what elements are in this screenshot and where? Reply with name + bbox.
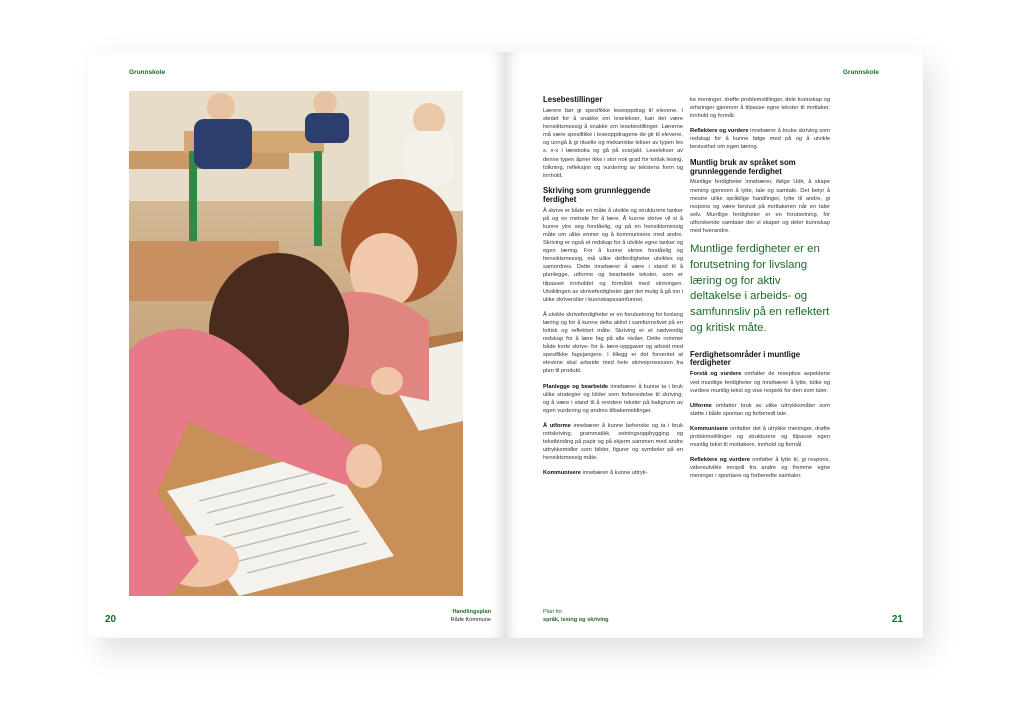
- right-page: [505, 52, 923, 638]
- footer-subtitle: Råde Kommune: [450, 616, 491, 623]
- left-page-number: 20: [105, 614, 117, 625]
- paragraph: [690, 370, 830, 394]
- paragraph: ke meninger, drøfte problemstillinger, dele kunnskap og erfaringer gjennom å tilpasse egne tekster til mottaker, innhold og formål.: [690, 97, 830, 120]
- term: Å utforme: [543, 422, 571, 429]
- paragraph: [543, 422, 683, 462]
- paragraph: [543, 383, 683, 415]
- paragraph: [690, 425, 830, 449]
- term-text: innebærer å kunne uttryk-: [580, 470, 648, 477]
- term: Planlegge og bearbeide: [543, 383, 609, 390]
- heading-lesebestillinger: Lesebestillinger: [543, 95, 603, 104]
- paragraph: Muntlige ferdigheter innebærer, ifølge Udir, å skape mening gjennom å lytte, tale og samtale. Det betyr å mestre ulike språklige handlinger, lytte til andre, gi respons og være bevisst på mottakeren når en taler selv. Muntlige ferdigheter er en forutsetning, for utforskende samtaler der vi skaper og deler kunnskap med hverandre.: [690, 179, 830, 235]
- term-text: omfatter det å utrykke meninger, drøfte problemstillinger og strukturere og tilpasse egen muntlig tekst til mottakere, innhold og formål.: [690, 425, 830, 449]
- term-text: innebærer å kunne beherske og ta i bruk rettskriving, grammatikk, setningsoppbygging og tekstbinding på papir og på skjerm sammen med andre uttrykksmidler som bilder, figurer og symboler på en hensiktsmessig måte.: [543, 422, 683, 462]
- classroom-photo-icon: [129, 91, 463, 596]
- term: Reflektere og vurdere: [690, 128, 749, 135]
- heading-ferdighetsomrader: Ferdighetsområder i muntlige ferdigheter: [690, 349, 801, 368]
- term: Forstå og vurdere: [690, 371, 742, 378]
- heading-skriving: Skriving som grunnleggende ferdighet: [543, 185, 651, 204]
- paragraph: [690, 402, 830, 418]
- right-page-footer: [543, 609, 609, 624]
- paragraph: Lærere bør gi spesifikke leseoppdrag til elevene. I stedet for å snakke om leselekser, kan det være hensiktsmessig å snakke om lesebestillinger. Lærerne må være spesifikke i leseoppdragene de gir til elevene, og unngå å gi rituelle og mekaniske lekser av typen les s. x-x i læreboka og gå på svarjakt. Leselekser av denne typen åpner ikke i stor nok grad for kritisk lesing, tolkning, refleksjon og vurdering av tekstens form og innhold.: [543, 107, 683, 179]
- classroom-photo: [129, 91, 463, 596]
- paragraph: [690, 127, 830, 151]
- term: Reflektere og vurdere: [690, 457, 750, 464]
- text-column-1: [543, 96, 683, 485]
- footer-line2: språk, lesing og skriving: [543, 616, 609, 623]
- term: Kommunisere: [543, 470, 581, 477]
- paragraph: [543, 469, 683, 477]
- left-page: [88, 52, 505, 638]
- footer-line1: Plan for: [543, 609, 563, 615]
- paragraph: [690, 456, 830, 480]
- footer-title: Handlingsplan: [452, 609, 491, 615]
- term-text: omfatter å lytte til, gi respons, videreutvikle innspill fra andre og fremme egne meninger i spontane og forberedte samtaler.: [690, 457, 830, 480]
- text-column-2: [690, 96, 830, 487]
- term-text: innebærer å kunne ta i bruk ulike strategier og kilder som forberedelse til skriving, og å være i stand til å revidere tekster på bakgrunn av egen vurdering og andres tilbakemeldinger.: [543, 383, 684, 414]
- heading-muntlig: Muntlig bruk av språket som grunnleggende ferdighet: [690, 157, 796, 176]
- paragraph: Å skrive er både en måte å utvikle og strukturere tanker på og en metode for å lære. Å kunne skrive vil si å kunne ytre seg forståelig, og på en hensiktsmessig måte om ulike emner og å kommunisere med andre. Skriving er også et redskap for å utvikle egne tanker og egen læring. For å kunne skrive forståelig og hensiktsmessig, må ulike delferdigheter utvikles og samordnes. Dette innebærer å være i stand til å planlegge, utforme og bearbeide tekster, som er tilpasset innholdet og formålet med skrivingen. Utviklingen av skriveferdigheter gjør det mulig å gå inn i ulike skriveroller i kunnskapssamfunnet.: [543, 207, 683, 303]
- right-page-number: 21: [891, 614, 903, 625]
- term-text: omfatter de reseptive aspektene ved muntlige ferdigheter og innebærer å lytte, tolke og vurdere muntlig tekst og vise respekt for den som taler.: [690, 371, 830, 394]
- paragraph: Å utvikle skriveferdigheter er en forutsetning for livslang læring og for å kunne delta aktivt i samfunnslivet på en kritisk og reflektert måte. Skriving er et nødvendig redskap for å lære fag på alle nivåer. Dette rommer både korte skrive- for å- lære-oppgaver og arbeid med spesifikke fagsjangere. I tillegg er det forventet at elevene skal arbeide med hele skriveprosessen fra plan til produkt.: [543, 311, 683, 375]
- left-page-footer: [451, 609, 491, 624]
- term-text: omfatter bruk av ulike uttrykksmåter som støtte i både spontan og forberedt tale.: [690, 402, 830, 417]
- pull-quote: Muntlige ferdigheter er en forutsetning for livslang læring og for aktiv deltakelse i arbeids- og samfunnsliv på en reflektert og kritisk måte.: [690, 243, 830, 334]
- term: Utforme: [690, 402, 712, 409]
- term: Kommunisere: [690, 425, 728, 432]
- left-page-header: Grunnskole: [129, 69, 166, 76]
- right-page-header: Grunnskole: [842, 69, 879, 76]
- term-text: innebærer å bruke skriving som redskap for å kunne følge med på og å utvikle bevissthet om egen læring.: [690, 128, 830, 151]
